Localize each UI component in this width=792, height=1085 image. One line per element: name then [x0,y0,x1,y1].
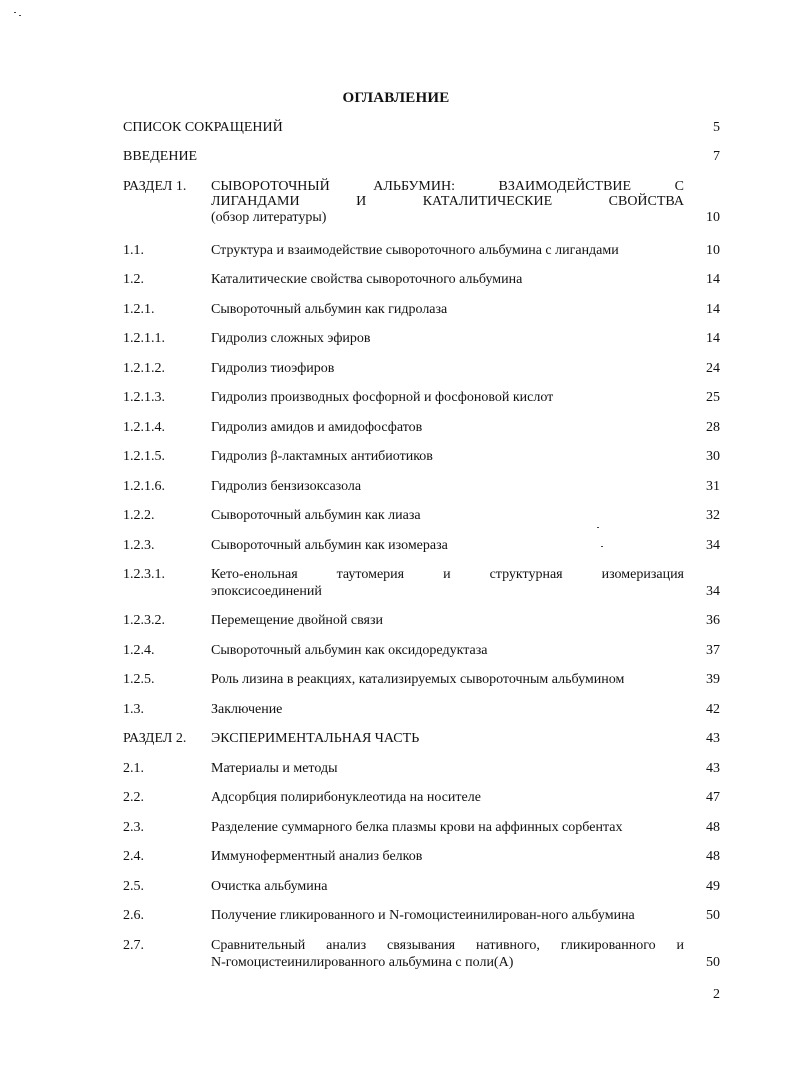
toc-entry-line: эпоксисоединений [211,584,322,599]
toc-entry-page: 34 [706,584,720,599]
toc-entry-text: Заключение [211,702,283,717]
toc-entry-text: Получение гликированного и N-гомоцистеинилирован-ного альбумина [211,908,635,923]
toc-entry-text: Гидролиз амидов и амидофосфатов [211,420,423,435]
toc-entry-page: 50 [706,908,720,923]
toc-entry[interactable] [0,938,792,970]
toc-entry-number: 2.4. [123,849,144,864]
toc-entry-number: 1.2.1.6. [123,479,165,494]
toc-entry-text: Сывороточный альбумин как гидролаза [211,302,448,317]
toc-entry-page: 5 [713,120,720,135]
toc-entry-page: 14 [706,272,720,287]
toc-entry-page: 47 [706,790,720,805]
toc-entry-line: Кето-енольная таутомерия и структурная изомеризация [211,567,684,582]
toc-entry-number: 2.6. [123,908,144,923]
toc-entry-number: 2.2. [123,790,144,805]
toc-entry-text: Материалы и методы [211,761,338,776]
toc-entry-number: 1.2.1.3. [123,390,165,405]
toc-entry-page: 31 [706,479,720,494]
scan-speck [14,12,16,13]
scan-speck [19,15,21,16]
toc-entry-line: Сравнительный анализ связывания нативного, гликированного и [211,938,684,953]
toc-entry-page: 43 [706,761,720,776]
toc-entry-number: 1.2.1. [123,302,155,317]
toc-entry-page: 14 [706,331,720,346]
toc-entry-line: N-гомоцистеинилированного альбумина с поли(А) [211,955,514,970]
toc-entry-text: Каталитические свойства сывороточного альбумина [211,272,523,287]
toc-entry-text: ЭКСПЕРИМЕНТАЛЬНАЯ ЧАСТЬ [211,731,420,746]
toc-entry-page: 10 [706,210,720,225]
scan-speck [597,527,599,528]
toc-entry-number: 2.3. [123,820,144,835]
toc-entry-number: 1.2.4. [123,643,155,658]
toc-entry-number: 1.2.3. [123,538,155,553]
toc-entry-number: РАЗДЕЛ 1. [123,179,187,194]
toc-entry-number: 1.1. [123,243,144,258]
toc-entry-text: СПИСОК СОКРАЩЕНИЙ [123,120,283,135]
toc-entry-number: 1.2.1.1. [123,331,165,346]
toc-entry-page: 24 [706,361,720,376]
toc-entry-text: Гидролиз производных фосфорной и фосфоновой кислот [211,390,554,405]
toc-entry-number: 2.5. [123,879,144,894]
toc-entry-text: Очистка альбумина [211,879,328,894]
toc-entry-page: 43 [706,731,720,746]
toc-entry-page: 14 [706,302,720,317]
toc-entry-text: Гидролиз бензизоксазола [211,479,362,494]
toc-entry-text: Разделение суммарного белка плазмы крови на аффинных сорбентах [211,820,623,835]
toc-entry-number: 2.7. [123,938,144,953]
toc-entry-text: Гидролиз β-лактамных антибиотиков [211,449,433,464]
toc-entry-page: 10 [706,243,720,258]
toc-entry-number: 1.2.2. [123,508,155,523]
toc-entry-section-1[interactable] [0,179,792,224]
toc-entry-text: Роль лизина в реакциях, катализируемых сывороточным альбумином [211,672,625,687]
toc-entry-text: Сывороточный альбумин как оксидоредуктаза [211,643,488,658]
toc-entry-line: СЫВОРОТОЧНЫЙ АЛЬБУМИН: ВЗАИМОДЕЙСТВИЕ С [211,179,684,194]
toc-entry-page: 42 [706,702,720,717]
toc-entry-page: 32 [706,508,720,523]
toc-entry-number: 1.2.1.4. [123,420,165,435]
page-number: 2 [713,987,720,1002]
toc-entry-number: 1.2.3.1. [123,567,165,582]
toc-entry-page: 48 [706,849,720,864]
toc-entry-page: 30 [706,449,720,464]
toc-entry-text: Перемещение двойной связи [211,613,384,628]
toc-entry-text: Структура и взаимодействие сывороточного альбумина с лигандами [211,243,619,258]
toc-entry-number: 1.2.3.2. [123,613,165,628]
toc-entry-text: ВВЕДЕНИЕ [123,149,198,164]
toc-entry-line: (обзор литературы) [211,210,327,225]
toc-entry-line: ЛИГАНДАМИ И КАТАЛИТИЧЕСКИЕ СВОЙСТВА [211,194,684,209]
toc-entry-page: 49 [706,879,720,894]
toc-entry-number: 1.2. [123,272,144,287]
toc-entry-text: Сывороточный альбумин как лиаза [211,508,421,523]
toc-entry-text: Сывороточный альбумин как изомераза [211,538,448,553]
toc-entry[interactable] [0,567,792,599]
toc-entry-page: 48 [706,820,720,835]
toc-entry-page: 39 [706,672,720,687]
toc-entry-number: 1.2.1.5. [123,449,165,464]
toc-entry-page: 7 [713,149,720,164]
toc-entry-text: Гидролиз сложных эфиров [211,331,371,346]
toc-entry-text: Иммуноферментный анализ белков [211,849,423,864]
toc-entry-page: 34 [706,538,720,553]
toc-heading: ОГЛАВЛЕНИЕ [342,90,450,106]
toc-entry-page: 25 [706,390,720,405]
toc-entry-number: 1.2.1.2. [123,361,165,376]
toc-entry-number: 1.3. [123,702,144,717]
toc-entry-page: 50 [706,955,720,970]
toc-entry-page: 28 [706,420,720,435]
toc-entry-text: Адсорбция полирибонуклеотида на носителе [211,790,481,805]
toc-entry-number: 1.2.5. [123,672,155,687]
toc-entry-text: Гидролиз тиоэфиров [211,361,335,376]
toc-entry-page: 37 [706,643,720,658]
toc-entry-number: РАЗДЕЛ 2. [123,731,187,746]
toc-entry-page: 36 [706,613,720,628]
toc-entry-number: 2.1. [123,761,144,776]
